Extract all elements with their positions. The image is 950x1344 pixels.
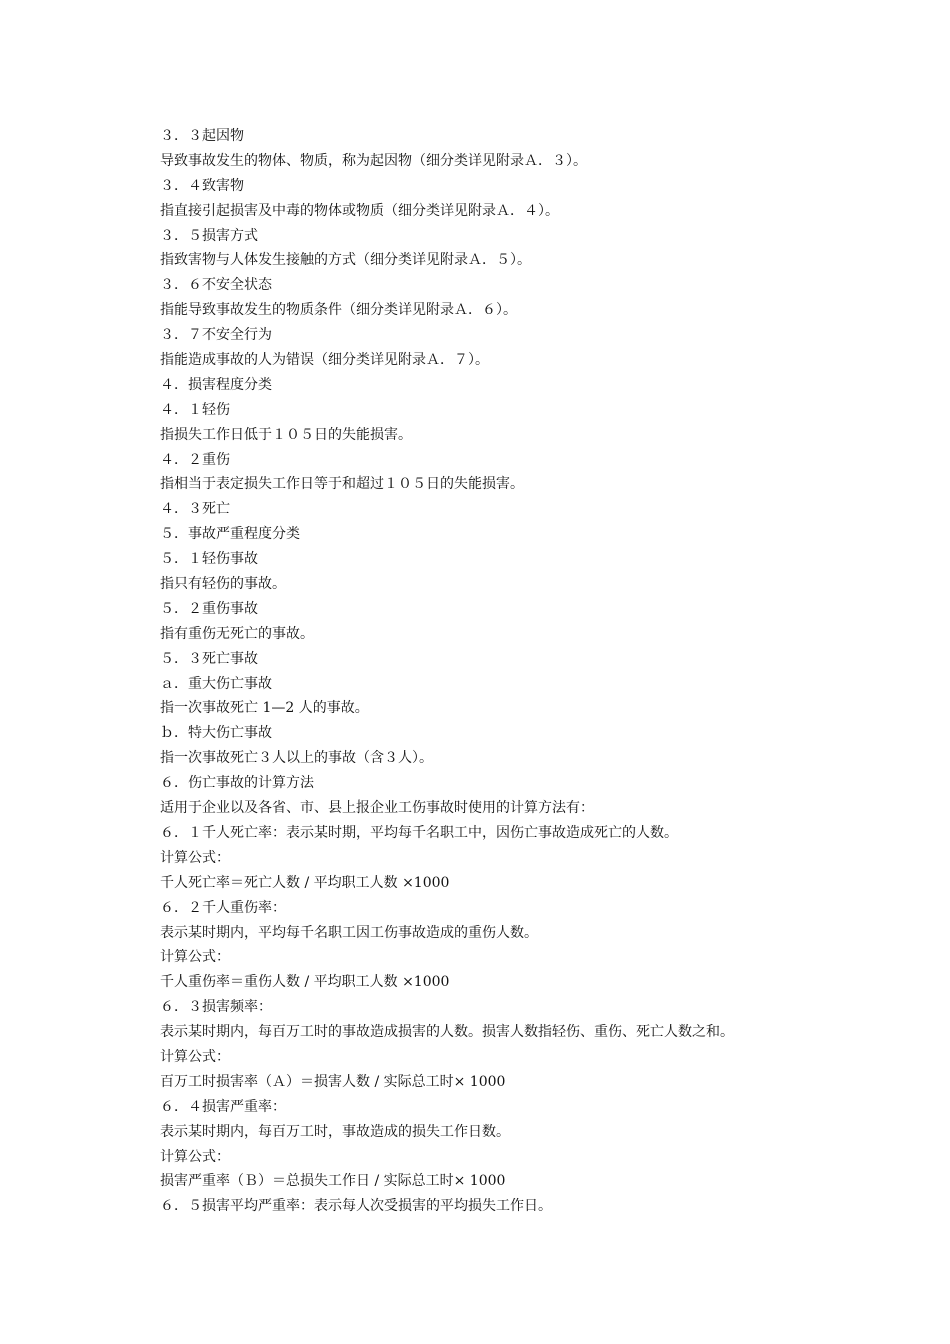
paragraph-text: 表示某时期内，平均每千名职工因工伤事故造成的重伤人数。 bbox=[160, 924, 538, 941]
section-heading-4-3: ４．３死亡 bbox=[160, 501, 230, 518]
section-heading-3-5: ３．５损害方式 bbox=[160, 227, 258, 244]
section-heading-5-3: ５．３死亡事故 bbox=[160, 650, 258, 667]
section-heading-6: ６．伤亡事故的计算方法 bbox=[160, 775, 314, 792]
paragraph-text: 指能造成事故的人为错误（细分类详见附录Ａ．７）。 bbox=[160, 352, 489, 369]
paragraph-text: 指损失工作日低于１０５日的失能损害。 bbox=[160, 426, 412, 443]
paragraph-text: 指直接引起损害及中毒的物体或物质（细分类详见附录Ａ．４）。 bbox=[160, 202, 559, 219]
paragraph-text: 表示某时期内，每百万工时的事故造成损害的人数。损害人数指轻伤、重伤、死亡人数之和。 bbox=[160, 1024, 734, 1041]
section-heading-5-1: ５．１轻伤事故 bbox=[160, 551, 258, 568]
paragraph-text: 指相当于表定损失工作日等于和超过１０５日的失能损害。 bbox=[160, 476, 524, 493]
section-heading-4: ４．损害程度分类 bbox=[160, 376, 272, 393]
section-heading-3-3: ３．３起因物 bbox=[160, 128, 244, 144]
document-body bbox=[160, 124, 930, 1219]
section-heading-6-2: ６．２千人重伤率： bbox=[160, 899, 286, 916]
formula: 千人重伤率＝重伤人数 / 平均职工人数 ×1000 bbox=[160, 974, 450, 991]
section-heading-4-2: ４．２重伤 bbox=[160, 451, 230, 468]
formula-label: 计算公式： bbox=[160, 849, 230, 866]
section-heading-5-2: ５．２重伤事故 bbox=[160, 600, 258, 617]
formula: 千人死亡率＝死亡人数 / 平均职工人数 ×1000 bbox=[160, 874, 450, 891]
paragraph-text: 指有重伤无死亡的事故。 bbox=[160, 625, 314, 642]
section-heading-4-1: ４．１轻伤 bbox=[160, 401, 230, 418]
formula: 百万工时损害率（Ａ）＝损害人数 / 实际总工时× 1000 bbox=[160, 1073, 506, 1090]
formula-label: 计算公式： bbox=[160, 1048, 230, 1065]
section-heading-3-6: ３．６不安全状态 bbox=[160, 277, 272, 294]
list-item-a: ａ．重大伤亡事故 bbox=[160, 675, 272, 692]
section-heading-6-4: ６．４损害严重率： bbox=[160, 1098, 286, 1115]
paragraph-text: 指致害物与人体发生接触的方式（细分类详见附录Ａ．５）。 bbox=[160, 252, 531, 269]
formula-label: 计算公式： bbox=[160, 949, 230, 966]
paragraph-text: 指一次事故死亡３人以上的事故（含３人）。 bbox=[160, 750, 433, 767]
section-heading-3-4: ３．４致害物 bbox=[160, 177, 244, 194]
paragraph-text: 指一次事故死亡 1—2 人的事故。 bbox=[160, 700, 369, 717]
paragraph-text: 表示某时期内，每百万工时，事故造成的损失工作日数。 bbox=[160, 1123, 510, 1140]
formula-label: 计算公式： bbox=[160, 1148, 230, 1165]
section-heading-6-3: ６．３损害频率： bbox=[160, 999, 272, 1016]
paragraph-text: 指能导致事故发生的物质条件（细分类详见附录Ａ．６）。 bbox=[160, 302, 517, 319]
formula: 损害严重率（Ｂ）＝总损失工作日 / 实际总工时× 1000 bbox=[160, 1173, 506, 1190]
paragraph-text: 适用于企业以及各省、市、县上报企业工伤事故时使用的计算方法有： bbox=[160, 800, 594, 817]
paragraph-text: 指只有轻伤的事故。 bbox=[160, 576, 286, 593]
section-heading-6-1: ６．１千人死亡率：表示某时期，平均每千名职工中，因伤亡事故造成死亡的人数。 bbox=[160, 824, 678, 841]
list-item-b: ｂ．特大伤亡事故 bbox=[160, 725, 272, 742]
section-heading-6-5: ６．５损害平均严重率：表示每人次受损害的平均损失工作日。 bbox=[160, 1198, 552, 1215]
section-heading-3-7: ３．７不安全行为 bbox=[160, 327, 272, 344]
paragraph-text: 导致事故发生的物体、物质，称为起因物（细分类详见附录Ａ．３）。 bbox=[160, 152, 587, 169]
section-heading-5: ５．事故严重程度分类 bbox=[160, 526, 300, 543]
